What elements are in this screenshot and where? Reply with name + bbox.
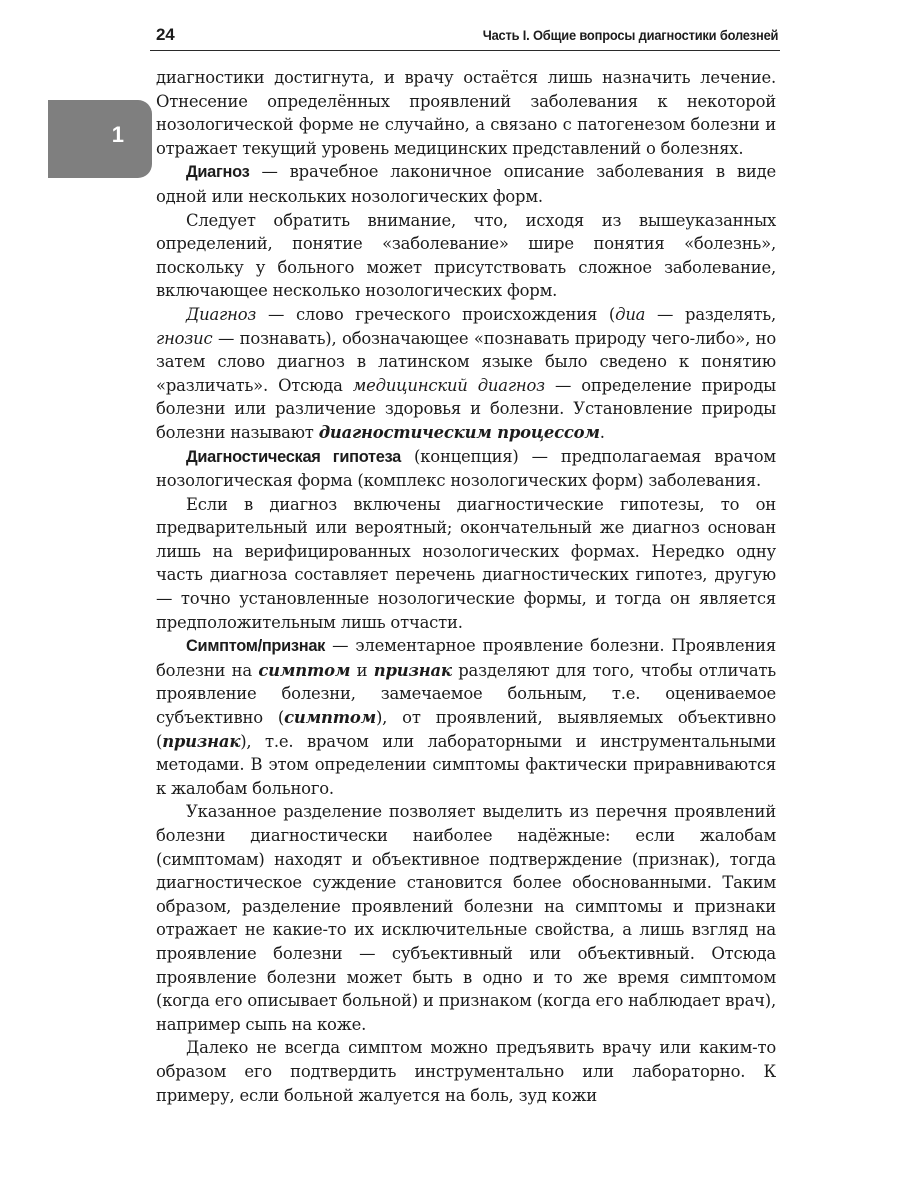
paragraph xyxy=(156,1036,776,1107)
text-run: — элементарное проявление болезни. Проявления болезни на xyxy=(156,636,776,680)
paragraph xyxy=(156,66,776,160)
emphasis: симптом xyxy=(258,660,351,680)
emphasis: Диагноз xyxy=(186,304,257,324)
text-run: диагностики достигнута, и врачу остаётся лишь назначить лечение. Отнесение определённых проявлений заболевания к некоторой нозологической форме не случайно, а связано с патогенезом болезни и отражает текущий уровень медицинских представлений о болезнях. xyxy=(156,68,776,158)
emphasis: диагностическим процессом xyxy=(318,422,600,442)
text-run: Следует обратить внимание, что, исходя из вышеуказанных определений, понятие «заболевание» шире понятия «болезнь», поскольку у больного может присутствовать сложное заболевание, включающее несколько нозологических форм. xyxy=(156,210,776,301)
emphasis: признак xyxy=(162,731,241,751)
paragraph xyxy=(156,303,776,445)
text-run: (концепция) — предполагаемая врачом нозологическая форма (комплекс нозологических форм) заболевания. xyxy=(156,446,776,491)
term-heading: Симптом/признак xyxy=(186,637,326,656)
text-run: — врачебное лаконичное описание заболевания в виде одной или нескольких нозологических форм. xyxy=(156,162,776,206)
emphasis: медицинский диагноз xyxy=(352,375,545,395)
paragraph xyxy=(156,445,776,493)
emphasis: признак xyxy=(373,660,452,680)
paragraph xyxy=(156,634,776,800)
text-run: — познавать), обозначающее «познавать природу чего-либо», но затем слово диагноз в латинском языке было сведено к понятию «различать». Отсюда xyxy=(156,328,776,395)
paragraph xyxy=(156,800,776,1036)
text-run: ), т.е. врачом или лабораторными и инструментальными методами. В этом определении симптомы фактически приравниваются к жалобам больного. xyxy=(156,731,776,798)
text-run: Далеко не всегда симптом можно предъявить врачу или каким-то образом его подтвердить инструментально или лабораторно. К примеру, если больной жалуется на боль, зуд кожи xyxy=(156,1038,776,1105)
emphasis: симптом xyxy=(284,708,376,728)
chapter-number: 1 xyxy=(111,122,124,147)
term-heading: Диагноз xyxy=(186,163,250,182)
term-heading: Диагностическая гипотеза xyxy=(186,447,401,466)
text-run: ), от проявлений, выявляемых объективно ( xyxy=(156,708,776,751)
body-text xyxy=(156,66,776,1107)
text-run: — слово греческого происхождения ( xyxy=(256,304,616,324)
emphasis: гнозис xyxy=(156,328,213,348)
text-run: и xyxy=(350,660,374,680)
paragraph xyxy=(156,160,776,208)
emphasis: диа xyxy=(615,304,646,324)
paragraph xyxy=(156,493,776,635)
running-title: Часть I. Общие вопросы диагностики болезней xyxy=(482,27,778,43)
text-run: . xyxy=(599,422,605,442)
page-header xyxy=(150,22,780,51)
text-run: — разделять, xyxy=(645,304,776,324)
chapter-tab xyxy=(48,100,152,178)
page-number: 24 xyxy=(156,25,175,44)
text-run: Указанное разделение позволяет выделить из перечня проявлений болезни диагностически наиболее надёжные: если жалобам (симптомам) находят и объективное подтверждение (признак), тогда диагностическое суждение становится более обоснованными. Таким образом, разделение проявлений болезни на симптомы и признаки отражает не какие-то их исключительные свойства, а лишь взгляд на проявление болезни — субъективный или объективный. Отсюда проявление болезни может быть в одно и то же время симптомом (когда его описывает больной) и признаком (когда его наблюдает врач), например сыпь на коже. xyxy=(156,802,776,1034)
text-run: Если в диагноз включены диагностические гипотезы, то он предварительный или вероятный; окончательный же диагноз основан лишь на верифицированных нозологических формах. Нередко одну часть диагноза составляет перечень диагностических гипотез, другую — точно установленные нозологические формы, и тогда он является предположительным лишь отчасти. xyxy=(156,494,776,632)
text-run: разделяют для того, чтобы отличать проявление болезни, замечаемое больным, т.е. оцениваемое субъективно ( xyxy=(156,660,776,728)
text-run: — определение природы болезни или различение здоровья и болезни. Установление природы болезни называют xyxy=(156,375,776,442)
paragraph xyxy=(156,209,776,303)
